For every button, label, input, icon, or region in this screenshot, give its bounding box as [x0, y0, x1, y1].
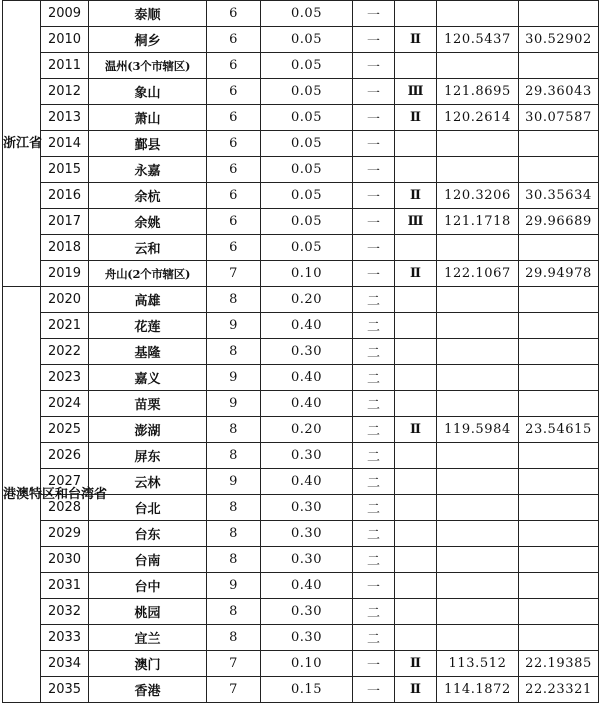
- longitude-cell: 119.5984: [437, 417, 519, 443]
- longitude-cell: 120.2614: [437, 105, 519, 131]
- design-group-cell: 二: [353, 313, 395, 339]
- city-name-cell: 澎湖: [89, 417, 207, 443]
- intensity-cell: 6: [207, 1, 261, 27]
- design-group-cell: 一: [353, 261, 395, 287]
- city-name-cell: 宜兰: [89, 625, 207, 651]
- site-class-cell: [395, 469, 437, 495]
- table-row: [3, 183, 599, 209]
- latitude-cell: 29.94978: [519, 261, 599, 287]
- acceleration-cell: 0.30: [261, 443, 353, 469]
- acceleration-cell: 0.30: [261, 495, 353, 521]
- station-code-cell: 2017: [41, 209, 89, 235]
- site-class-cell: [395, 599, 437, 625]
- city-name-cell: 萧山: [89, 105, 207, 131]
- table-row: [3, 339, 599, 365]
- table-row: [3, 651, 599, 677]
- acceleration-cell: 0.05: [261, 79, 353, 105]
- city-name-cell: 舟山(2个市辖区): [89, 261, 207, 287]
- station-code-cell: 2010: [41, 27, 89, 53]
- table-row: [3, 131, 599, 157]
- site-class-cell: [395, 547, 437, 573]
- intensity-cell: 8: [207, 417, 261, 443]
- station-code-cell: 2018: [41, 235, 89, 261]
- latitude-cell: [519, 313, 599, 339]
- site-class-cell: [395, 365, 437, 391]
- intensity-cell: 6: [207, 27, 261, 53]
- table-row: [3, 521, 599, 547]
- city-name-cell: 余杭: [89, 183, 207, 209]
- acceleration-cell: 0.40: [261, 391, 353, 417]
- design-group-cell: 二: [353, 547, 395, 573]
- station-code-cell: 2025: [41, 417, 89, 443]
- station-code-cell: 2020: [41, 287, 89, 313]
- station-code-cell: 2026: [41, 443, 89, 469]
- site-class-cell: Ⅱ: [395, 651, 437, 677]
- site-class-cell: [395, 313, 437, 339]
- latitude-cell: [519, 365, 599, 391]
- seismic-parameter-table: [2, 0, 599, 703]
- intensity-cell: 7: [207, 651, 261, 677]
- table-row: [3, 599, 599, 625]
- latitude-cell: 22.23321: [519, 677, 599, 703]
- city-name-cell: 泰顺: [89, 1, 207, 27]
- acceleration-cell: 0.40: [261, 365, 353, 391]
- design-group-cell: 一: [353, 209, 395, 235]
- intensity-cell: 9: [207, 365, 261, 391]
- acceleration-cell: 0.40: [261, 313, 353, 339]
- longitude-cell: [437, 391, 519, 417]
- city-name-cell: 苗栗: [89, 391, 207, 417]
- city-name-cell: 云林: [89, 469, 207, 495]
- latitude-cell: [519, 287, 599, 313]
- city-name-cell: 台北: [89, 495, 207, 521]
- longitude-cell: 113.512: [437, 651, 519, 677]
- longitude-cell: 120.3206: [437, 183, 519, 209]
- acceleration-cell: 0.30: [261, 547, 353, 573]
- intensity-cell: 6: [207, 235, 261, 261]
- station-code-cell: 2033: [41, 625, 89, 651]
- latitude-cell: [519, 599, 599, 625]
- acceleration-cell: 0.20: [261, 417, 353, 443]
- design-group-cell: 二: [353, 495, 395, 521]
- site-class-cell: Ⅲ: [395, 79, 437, 105]
- table-row: [3, 27, 599, 53]
- intensity-cell: 7: [207, 677, 261, 703]
- intensity-cell: 7: [207, 261, 261, 287]
- site-class-cell: [395, 625, 437, 651]
- city-name-cell: 云和: [89, 235, 207, 261]
- city-name-cell: 高雄: [89, 287, 207, 313]
- table-row: [3, 573, 599, 599]
- station-code-cell: 2024: [41, 391, 89, 417]
- site-class-cell: [395, 1, 437, 27]
- table-body: [3, 1, 599, 703]
- latitude-cell: [519, 339, 599, 365]
- station-code-cell: 2016: [41, 183, 89, 209]
- intensity-cell: 6: [207, 105, 261, 131]
- city-name-cell: 台中: [89, 573, 207, 599]
- longitude-cell: 114.1872: [437, 677, 519, 703]
- station-code-cell: 2023: [41, 365, 89, 391]
- acceleration-cell: 0.10: [261, 651, 353, 677]
- table-row: [3, 313, 599, 339]
- acceleration-cell: 0.40: [261, 573, 353, 599]
- table-row: [3, 261, 599, 287]
- intensity-cell: 9: [207, 313, 261, 339]
- longitude-cell: [437, 365, 519, 391]
- acceleration-cell: 0.10: [261, 261, 353, 287]
- station-code-cell: 2029: [41, 521, 89, 547]
- design-group-cell: 二: [353, 625, 395, 651]
- latitude-cell: [519, 521, 599, 547]
- longitude-cell: [437, 495, 519, 521]
- acceleration-cell: 0.05: [261, 1, 353, 27]
- site-class-cell: [395, 157, 437, 183]
- table-row: [3, 677, 599, 703]
- design-group-cell: 二: [353, 391, 395, 417]
- acceleration-cell: 0.05: [261, 27, 353, 53]
- latitude-cell: [519, 495, 599, 521]
- longitude-cell: [437, 443, 519, 469]
- design-group-cell: 二: [353, 599, 395, 625]
- design-group-cell: 一: [353, 79, 395, 105]
- longitude-cell: [437, 599, 519, 625]
- design-group-cell: 二: [353, 521, 395, 547]
- longitude-cell: [437, 469, 519, 495]
- intensity-cell: 6: [207, 209, 261, 235]
- longitude-cell: [437, 573, 519, 599]
- acceleration-cell: 0.05: [261, 131, 353, 157]
- design-group-cell: 一: [353, 53, 395, 79]
- latitude-cell: [519, 53, 599, 79]
- intensity-cell: 8: [207, 625, 261, 651]
- intensity-cell: 8: [207, 495, 261, 521]
- table-row: [3, 443, 599, 469]
- latitude-cell: 30.07587: [519, 105, 599, 131]
- acceleration-cell: 0.05: [261, 53, 353, 79]
- longitude-cell: [437, 157, 519, 183]
- city-name-cell: 桃园: [89, 599, 207, 625]
- intensity-cell: 9: [207, 573, 261, 599]
- longitude-cell: [437, 53, 519, 79]
- station-code-cell: 2011: [41, 53, 89, 79]
- longitude-cell: [437, 547, 519, 573]
- latitude-cell: 29.36043: [519, 79, 599, 105]
- table-row: [3, 391, 599, 417]
- city-name-cell: 余姚: [89, 209, 207, 235]
- city-name-cell: 象山: [89, 79, 207, 105]
- site-class-cell: [395, 391, 437, 417]
- station-code-cell: 2019: [41, 261, 89, 287]
- intensity-cell: 8: [207, 521, 261, 547]
- latitude-cell: [519, 1, 599, 27]
- station-code-cell: 2021: [41, 313, 89, 339]
- latitude-cell: [519, 573, 599, 599]
- design-group-cell: 一: [353, 183, 395, 209]
- site-class-cell: [395, 495, 437, 521]
- table-row: [3, 547, 599, 573]
- longitude-cell: [437, 1, 519, 27]
- site-class-cell: Ⅱ: [395, 105, 437, 131]
- station-code-cell: 2022: [41, 339, 89, 365]
- site-class-cell: [395, 131, 437, 157]
- site-class-cell: [395, 573, 437, 599]
- design-group-cell: 二: [353, 443, 395, 469]
- table-row: [3, 105, 599, 131]
- station-code-cell: 2012: [41, 79, 89, 105]
- longitude-cell: 120.5437: [437, 27, 519, 53]
- city-name-cell: 花莲: [89, 313, 207, 339]
- latitude-cell: [519, 235, 599, 261]
- intensity-cell: 8: [207, 287, 261, 313]
- table-row: [3, 625, 599, 651]
- intensity-cell: 6: [207, 53, 261, 79]
- province-label: 浙江省: [3, 1, 41, 287]
- city-name-cell: 鄞县: [89, 131, 207, 157]
- intensity-cell: 9: [207, 469, 261, 495]
- site-class-cell: [395, 521, 437, 547]
- table-row: [3, 417, 599, 443]
- table-row: [3, 1, 599, 27]
- acceleration-cell: 0.05: [261, 183, 353, 209]
- city-name-cell: 桐乡: [89, 27, 207, 53]
- acceleration-cell: 0.30: [261, 625, 353, 651]
- intensity-cell: 6: [207, 183, 261, 209]
- city-name-cell: 永嘉: [89, 157, 207, 183]
- design-group-cell: 一: [353, 105, 395, 131]
- acceleration-cell: 0.30: [261, 339, 353, 365]
- latitude-cell: [519, 391, 599, 417]
- station-code-cell: 2031: [41, 573, 89, 599]
- station-code-cell: 2034: [41, 651, 89, 677]
- table-row: [3, 365, 599, 391]
- station-code-cell: 2014: [41, 131, 89, 157]
- latitude-cell: 23.54615: [519, 417, 599, 443]
- site-class-cell: Ⅱ: [395, 261, 437, 287]
- city-name-cell: 温州(3个市辖区): [89, 53, 207, 79]
- station-code-cell: 2009: [41, 1, 89, 27]
- acceleration-cell: 0.15: [261, 677, 353, 703]
- site-class-cell: Ⅱ: [395, 27, 437, 53]
- site-class-cell: Ⅱ: [395, 183, 437, 209]
- design-group-cell: 二: [353, 365, 395, 391]
- latitude-cell: [519, 443, 599, 469]
- city-name-cell: 澳门: [89, 651, 207, 677]
- site-class-cell: [395, 287, 437, 313]
- site-class-cell: [395, 235, 437, 261]
- station-code-cell: 2028: [41, 495, 89, 521]
- design-group-cell: 一: [353, 235, 395, 261]
- intensity-cell: 6: [207, 131, 261, 157]
- intensity-cell: 6: [207, 157, 261, 183]
- design-group-cell: 二: [353, 469, 395, 495]
- design-group-cell: 一: [353, 27, 395, 53]
- longitude-cell: [437, 521, 519, 547]
- city-name-cell: 屏东: [89, 443, 207, 469]
- design-group-cell: 一: [353, 651, 395, 677]
- city-name-cell: 台东: [89, 521, 207, 547]
- design-group-cell: 一: [353, 573, 395, 599]
- table-row: [3, 53, 599, 79]
- intensity-cell: 6: [207, 79, 261, 105]
- station-code-cell: 2032: [41, 599, 89, 625]
- intensity-cell: 8: [207, 443, 261, 469]
- station-code-cell: 2015: [41, 157, 89, 183]
- intensity-cell: 8: [207, 599, 261, 625]
- city-name-cell: 基隆: [89, 339, 207, 365]
- design-group-cell: 二: [353, 339, 395, 365]
- longitude-cell: 121.8695: [437, 79, 519, 105]
- acceleration-cell: 0.30: [261, 599, 353, 625]
- site-class-cell: [395, 53, 437, 79]
- site-class-cell: Ⅲ: [395, 209, 437, 235]
- longitude-cell: 122.1067: [437, 261, 519, 287]
- station-code-cell: 2027: [41, 469, 89, 495]
- longitude-cell: [437, 131, 519, 157]
- intensity-cell: 8: [207, 547, 261, 573]
- latitude-cell: [519, 469, 599, 495]
- province-label: 港澳特区和台湾省: [3, 287, 41, 703]
- table-row: [3, 79, 599, 105]
- city-name-cell: 嘉义: [89, 365, 207, 391]
- longitude-cell: 121.1718: [437, 209, 519, 235]
- design-group-cell: 二: [353, 287, 395, 313]
- design-group-cell: 一: [353, 131, 395, 157]
- latitude-cell: 29.96689: [519, 209, 599, 235]
- design-group-cell: 一: [353, 157, 395, 183]
- acceleration-cell: 0.05: [261, 235, 353, 261]
- design-group-cell: 一: [353, 1, 395, 27]
- site-class-cell: Ⅱ: [395, 677, 437, 703]
- table-row: [3, 209, 599, 235]
- site-class-cell: Ⅱ: [395, 417, 437, 443]
- acceleration-cell: 0.20: [261, 287, 353, 313]
- site-class-cell: [395, 339, 437, 365]
- station-code-cell: 2013: [41, 105, 89, 131]
- longitude-cell: [437, 339, 519, 365]
- city-name-cell: 台南: [89, 547, 207, 573]
- latitude-cell: 22.19385: [519, 651, 599, 677]
- acceleration-cell: 0.05: [261, 157, 353, 183]
- longitude-cell: [437, 313, 519, 339]
- table-row: [3, 287, 599, 313]
- latitude-cell: [519, 625, 599, 651]
- intensity-cell: 9: [207, 391, 261, 417]
- acceleration-cell: 0.40: [261, 469, 353, 495]
- site-class-cell: [395, 443, 437, 469]
- latitude-cell: [519, 157, 599, 183]
- acceleration-cell: 0.30: [261, 521, 353, 547]
- longitude-cell: [437, 235, 519, 261]
- table-row: [3, 157, 599, 183]
- latitude-cell: 30.35634: [519, 183, 599, 209]
- station-code-cell: 2030: [41, 547, 89, 573]
- table-row: [3, 235, 599, 261]
- station-code-cell: 2035: [41, 677, 89, 703]
- design-group-cell: 二: [353, 417, 395, 443]
- intensity-cell: 8: [207, 339, 261, 365]
- longitude-cell: [437, 625, 519, 651]
- latitude-cell: [519, 131, 599, 157]
- longitude-cell: [437, 287, 519, 313]
- design-group-cell: 一: [353, 677, 395, 703]
- latitude-cell: 30.52902: [519, 27, 599, 53]
- city-name-cell: 香港: [89, 677, 207, 703]
- acceleration-cell: 0.05: [261, 105, 353, 131]
- acceleration-cell: 0.05: [261, 209, 353, 235]
- latitude-cell: [519, 547, 599, 573]
